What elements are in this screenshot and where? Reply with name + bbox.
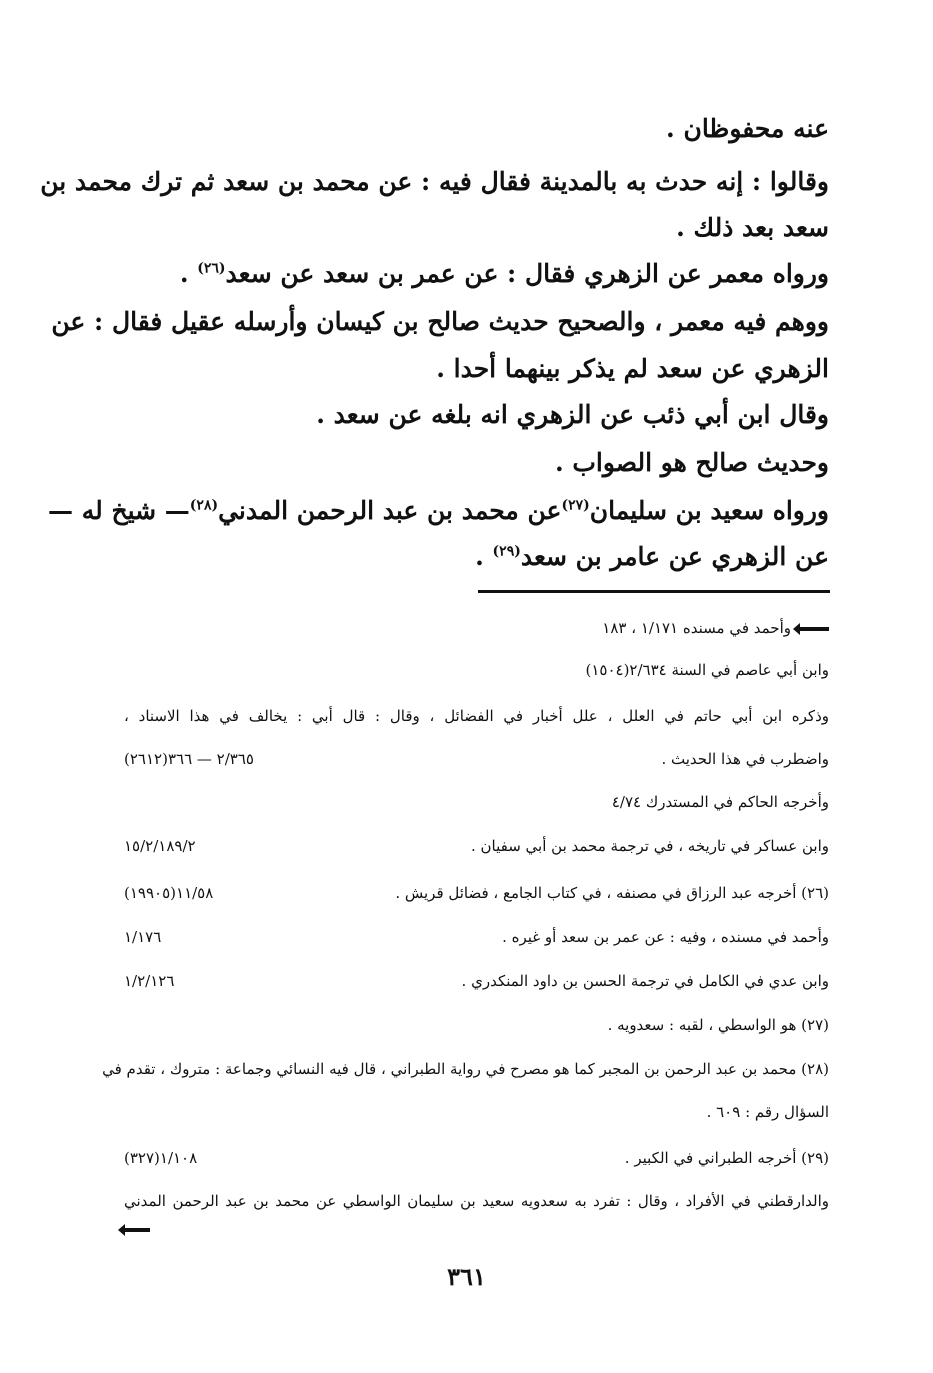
footnote-line-14	[124, 1190, 829, 1212]
footnote-26-ref-text: ١١/٥٨(١٩٩٠٥)	[124, 884, 214, 902]
footnote-line-6-ref-text: ١٥/٢/١٨٩/٢	[124, 837, 196, 855]
main-line-4	[180, 257, 829, 291]
arrow-continuation-icon	[799, 627, 829, 631]
main-line-8	[555, 446, 829, 480]
main-line-9-part-c: — شيخ له —	[48, 496, 190, 525]
footnote-28-text: (٢٨) محمد بن عبد الرحمن بن المجبر كما هو مصرح في رواية الطبراني ، قال فيه النسائي وجماعة : متروك ، تقدم في	[102, 1060, 829, 1078]
footnote-27	[608, 1014, 829, 1036]
footnote-line-9-text: وابن عدي في الكامل في ترجمة الحسن بن داود المنكدري .	[461, 972, 829, 990]
main-line-5	[51, 305, 829, 339]
main-line-2-text: وقالوا : إنه حدث به بالمدينة فقال فيه : عن محمد بن سعد ثم ترك محمد بن	[40, 167, 829, 196]
footnote-line-9	[462, 970, 829, 992]
footnote-ref-28: (٢٨)	[189, 497, 219, 514]
footnote-26-text: (٢٦) أخرجه عبد الرزاق في مصنفه ، في كتاب الجامع ، فضائل قريش .	[395, 884, 829, 902]
footnote-29	[625, 1147, 829, 1169]
footnote-line-8-ref-text: ١/١٧٦	[124, 928, 162, 946]
footnote-line-1-text: وأحمد في مسنده ١/١٧١ ، ١٨٣	[602, 619, 791, 637]
footnote-ref-27: (٢٧)	[561, 497, 590, 514]
footnote-line-12	[707, 1101, 829, 1123]
page-number-text: ٣٦١	[447, 1262, 486, 1291]
main-line-4-text: ورواه معمر عن الزهري فقال : عن عمر بن سعد عن سعد	[225, 259, 829, 288]
main-line-8-text: وحديث صالح هو الصواب .	[554, 448, 829, 477]
footnote-26-ref	[124, 882, 213, 904]
main-line-2	[40, 165, 829, 199]
footnote-line-6-text: وابن عساكر في تاريخه ، في ترجمة محمد بن أبي سفيان .	[470, 837, 829, 855]
footnote-line-9-ref	[124, 970, 174, 992]
footnote-line-3-text: وذكره ابن أبي حاتم في العلل ، علل أخبار في الفضائل ، وقال : قال أبي : يخالف في هذا الاسناد ،	[124, 707, 829, 725]
main-line-3-text: سعد بعد ذلك .	[676, 213, 829, 242]
footnote-line-2-text: وابن أبي عاصم في السنة ٢/٦٣٤(١٥٠٤)	[585, 661, 829, 679]
footnote-29-ref	[124, 1147, 197, 1169]
footnote-line-8-ref	[124, 926, 161, 948]
footnote-ref-26: (٢٦)	[197, 260, 226, 277]
arrow-continuation-bottom-icon	[124, 1228, 150, 1232]
main-line-1	[666, 112, 829, 146]
footnote-26	[395, 882, 829, 904]
footnote-line-1	[602, 617, 829, 639]
main-line-10-text: عن الزهري عن عامر بن سعد	[520, 542, 829, 571]
footnote-line-4-ref	[124, 748, 254, 770]
footnote-line-6-ref	[124, 835, 196, 857]
page-number	[0, 1262, 933, 1291]
main-line-5-text: ووهم فيه معمر ، والصحيح حديث صالح بن كيسان وأرسله عقيل فقال : عن	[51, 307, 829, 336]
footnote-line-3	[124, 705, 829, 727]
main-line-3	[676, 211, 829, 245]
main-line-9-part-b: عن محمد بن عبد الرحمن المدني	[218, 496, 562, 525]
main-line-10	[475, 540, 829, 574]
main-line-10-end: .	[475, 542, 493, 571]
main-line-7-text: وقال ابن أبي ذئب عن الزهري انه بلغه عن سعد .	[316, 400, 829, 429]
footnote-28	[102, 1058, 829, 1080]
footnote-ref-29: (٢٩)	[492, 543, 521, 560]
footnote-separator	[478, 590, 830, 593]
main-line-6	[436, 352, 829, 386]
main-line-6-text: الزهري عن سعد لم يذكر بينهما أحدا .	[436, 354, 829, 383]
main-line-4-end: .	[179, 259, 198, 288]
footnote-line-5-text: وأخرجه الحاكم في المستدرك ٤/٧٤	[611, 793, 829, 811]
footnote-line-14-text: والدارقطني في الأفراد ، وقال : تفرد به سعدويه سعيد بن سليمان الواسطي عن محمد بن عبد الرحمن المدني	[124, 1192, 829, 1210]
footnote-line-4	[661, 748, 829, 770]
footnote-line-9-ref-text: ١/٢/١٢٦	[124, 972, 175, 990]
footnote-line-6	[471, 835, 829, 857]
footnote-line-8-text: وأحمد في مسنده ، وفيه : عن عمر بن سعد أو غيره .	[502, 928, 829, 946]
main-line-1-text: عنه محفوظان .	[666, 114, 829, 143]
main-line-9-part-a: ورواه سعيد بن سليمان	[589, 496, 829, 525]
footnote-line-4-ref-text: ٢/٣٦٥ — ٣٦٦(٢٦١٢)	[124, 750, 254, 768]
main-line-7	[316, 398, 829, 432]
footnote-line-5	[612, 791, 829, 813]
footnote-line-4-text: واضطرب في هذا الحديث .	[661, 750, 829, 768]
footnote-line-8	[502, 926, 829, 948]
footnote-line-12-text: السؤال رقم : ٦٠٩ .	[706, 1103, 829, 1121]
footnote-line-2	[585, 659, 829, 681]
main-line-9	[48, 494, 829, 528]
footnote-29-text: (٢٩) أخرجه الطبراني في الكبير .	[624, 1149, 829, 1167]
footnote-29-ref-text: ١/١٠٨(٣٢٧)	[124, 1149, 198, 1167]
footnote-27-text: (٢٧) هو الواسطي ، لقبه : سعدويه .	[607, 1016, 829, 1034]
